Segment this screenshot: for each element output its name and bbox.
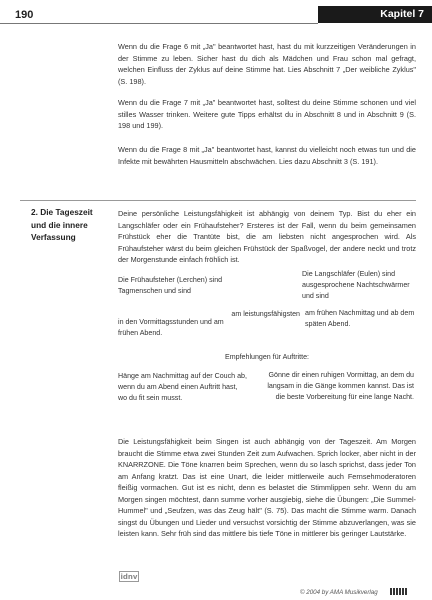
peak-performance-label: am leistungsfähigsten — [231, 310, 300, 318]
late-sleepers-peak-times: am frühen Nachmittag und ab dem späten Abend. — [305, 309, 415, 328]
paragraph-chronotype-intro: Deine persönliche Leistungsfähigkeit ist abhängig von deinem Typ. Bist du eher ein Langschläfer oder ein Frühaufsteher? Ersteres ist der Fall, wenn du beim gemeinsamen Frühstück eher die Trantüte bist, die am liebsten nicht angesprochen wird. Als Frühaufsteher wärst du beim gleichen Frühstück der Spaßvogel, der andere neckt und trotz der Morgenstunde einfach fröhlich ist. — [118, 209, 416, 264]
copyright-notice: © 2004 by AMA Musikverlag — [300, 589, 378, 596]
page-header — [0, 0, 432, 26]
header-rule — [0, 23, 318, 24]
publisher-mark-icon — [390, 588, 408, 595]
section-heading: 2. Die Tageszeit und die innere Verfassung — [31, 207, 93, 242]
early-risers-text: Die Frühaufsteher (Lerchen) sind Tagmenschen und sind — [118, 276, 223, 295]
paragraph-time-of-day: Die Leistungsfähigkeit beim Singen ist auch abhängig von der Tageszeit. Am Morgen braucht die Stimme etwa zwei Stunden Zeit zum Aufwachen. Sprich locker, aber nicht in der KNARRZONE. Die Töne knarren beim Sprechen, wenn du so lasch sprichst, dass jeder Ton am Anfang kratzt. Das ist eine Unart, die leider mittlerweile auch Fernsehmoderatoren fleißig vormachen. Gut ist es nicht, denn es belastet die Stimmlippen sehr. Wenn du am Morgen singen möchtest, dann summe vorher ausgiebig, siehe die Übungen: „Die Summel-Hummel" und „Seufzen, was das Zeug hält" (S. 75). Das macht die Stimme warm. Danach singst du Übungen und Lieder und versuchst vorsichtig der Stimme abzuverlangen, was sie leisten kann. Sehr früh sind das mittlere bis tiefe Töne in mittlerer bis geringer Lautstärke. — [118, 437, 416, 538]
recommendations-title: Empfehlungen für Auftritte: — [225, 353, 309, 361]
section-divider — [20, 200, 416, 201]
paragraph-question-6: Wenn du die Frage 6 mit „Ja" beantwortet hast, hast du mit kurzzeitigen Veränderungen in der Stimme zu leben. Sicher hast du dich als Mädchen und Frau schon mal gefragt, welchen Einfluss der Zyklus auf deine Stimme hat. Lies Abschnitt 7 „Der weibliche Zyklus" (S. 198). — [118, 42, 416, 86]
paragraph-question-8: Wenn du die Frage 8 mit „Ja" beantwortet hast, kannst du vielleicht noch etwas tun und die Infekte mit bewährten Hausmitteln abschwächen. Lies dazu Abschnitt 3 (S. 191). — [118, 145, 416, 166]
late-sleepers-text: Die Langschläfer (Eulen) sind ausgesprochene Nachtschwärmer und sind — [302, 270, 410, 300]
paragraph-question-7: Wenn du die Frage 7 mit „Ja" beantwortet hast, solltest du deine Stimme schonen und viel stilles Wasser trinken. Weitere gute Tipps erhältst du in Abschnitt 8 und in Abschnitt 9 (S. 198 und 199). — [118, 98, 416, 130]
publisher-logo: idnv — [120, 573, 138, 581]
early-risers-peak-times: in den Vormittagsstunden und am frühen Abend. — [118, 318, 224, 337]
recommendation-early-risers: Hänge am Nachmittag auf der Couch ab, wenn du am Abend einen Auftritt hast, wo du fit sein musst. — [118, 372, 247, 402]
chapter-label: Kapitel 7 — [318, 6, 432, 23]
page-number: 190 — [15, 9, 34, 21]
recommendation-late-sleepers: Gönne dir einen ruhigen Vormittag, an dem du langsam in die Gänge kommen kannst. Das ist die beste Vorbereitung für eine lange Nacht. — [267, 371, 414, 401]
